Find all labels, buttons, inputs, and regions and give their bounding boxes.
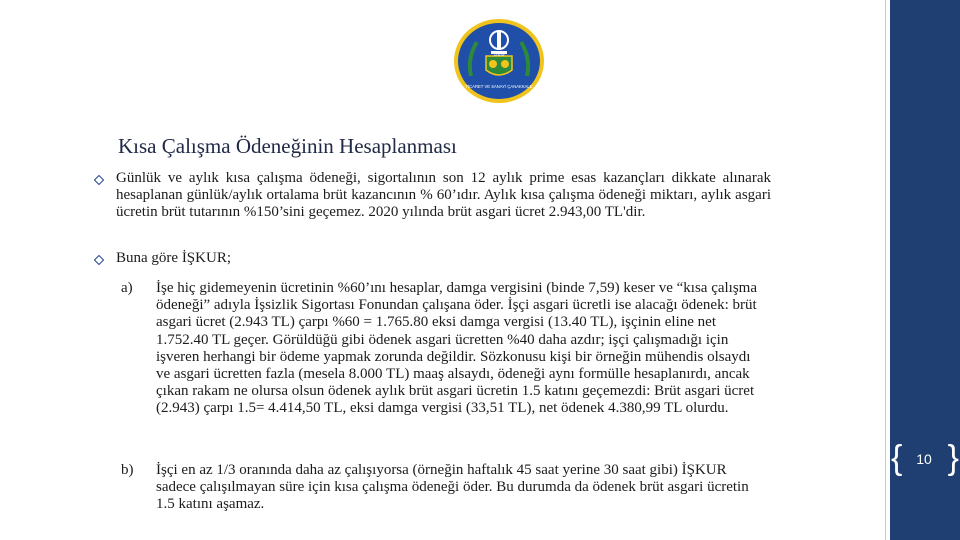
side-divider-line (885, 0, 886, 540)
diamond-bullet-icon (94, 175, 104, 185)
chamber-logo (453, 18, 545, 104)
logo-name-text: TİCARET VE SANAYİ ÇANAKKALE (465, 84, 533, 89)
sub-item-label-a: a) (121, 280, 133, 296)
bullet-text-1: Günlük ve aylık kısa çalışma ödeneği, sigortalının son 12 aylık prime esas kazançları dikkate alınarak hesaplanan günlük/aylık ortalama brüt kazancının % 60’ıdır. Aylık kısa çalışma ödeneği miktarı, aylık asgari ücretin brüt tutarının %150’sini geçemez. 2020 yılında brüt asgari ücret 2.943,00 TL'dir. (116, 170, 771, 221)
sub-item-label-b: b) (121, 462, 134, 478)
left-brace-icon: { (891, 439, 903, 477)
right-brace-icon: } (947, 439, 959, 477)
sub-item-text-a: İşe hiç gidemeyenin ücretinin %60’ını hesaplar, damga vergisini (binde 7,59) keser ve “kısa çalışma ödeneği” adıyla İşsizlik Sigortası Fonundan çalışana öder. İşçi asgari ücretli ise alacağı ödenek: brüt asgari ücret (2.943 TL) çarpı %60 = 1.765.80 eksi damga vergisi (13.40 TL), işçinin eline net 1.752.40 TL geçer. Görüldüğü gibi ödenek asgari ücretten %40 daha azdır; işçi çalışmadığı için işveren herhangi bir ödeme yapmak zorunda değildir. Sözkonusu kişi bir örneğin mühendis olsaydı ve asgari ücretten fazla (mesela 8.000 TL) maaş alsaydı, ödeneği aynı formülle hesaplanırdı, ancak çıkan rakam ne olursa olsun ödenek aylık brüt asgari ücretin 1.5 katını geçemezdi: Brüt asgari ücret (2.943) çarpı 1.5= 4.414,50 TL, eksi damga vergisi (33,51 TL), net ödenek 4.380,99 TL olurdu. (156, 280, 758, 417)
bullet-text-2: Buna göre İŞKUR; (116, 250, 231, 266)
diamond-bullet-icon (94, 255, 104, 265)
logo-year-text: 1889 (493, 52, 505, 58)
sub-item-text-b: İşçi en az 1/3 oranında daha az çalışıyorsa (örneğin haftalık 45 saat yerine 30 saat gibi) İŞKUR sadece çalışılmayan süre için kısa çalışma ödeneği öder. Bu durumda da ödenek brüt asgari ücretin 1.5 katını aşamaz. (156, 462, 749, 513)
bullet-paragraph-1 (116, 170, 771, 222)
slide-title: Kısa Çalışma Ödeneğinin Hesaplanması (118, 134, 457, 158)
page-number-box (891, 439, 959, 477)
bullet-paragraph-2 (116, 250, 771, 267)
page-number: 10 (916, 451, 932, 467)
